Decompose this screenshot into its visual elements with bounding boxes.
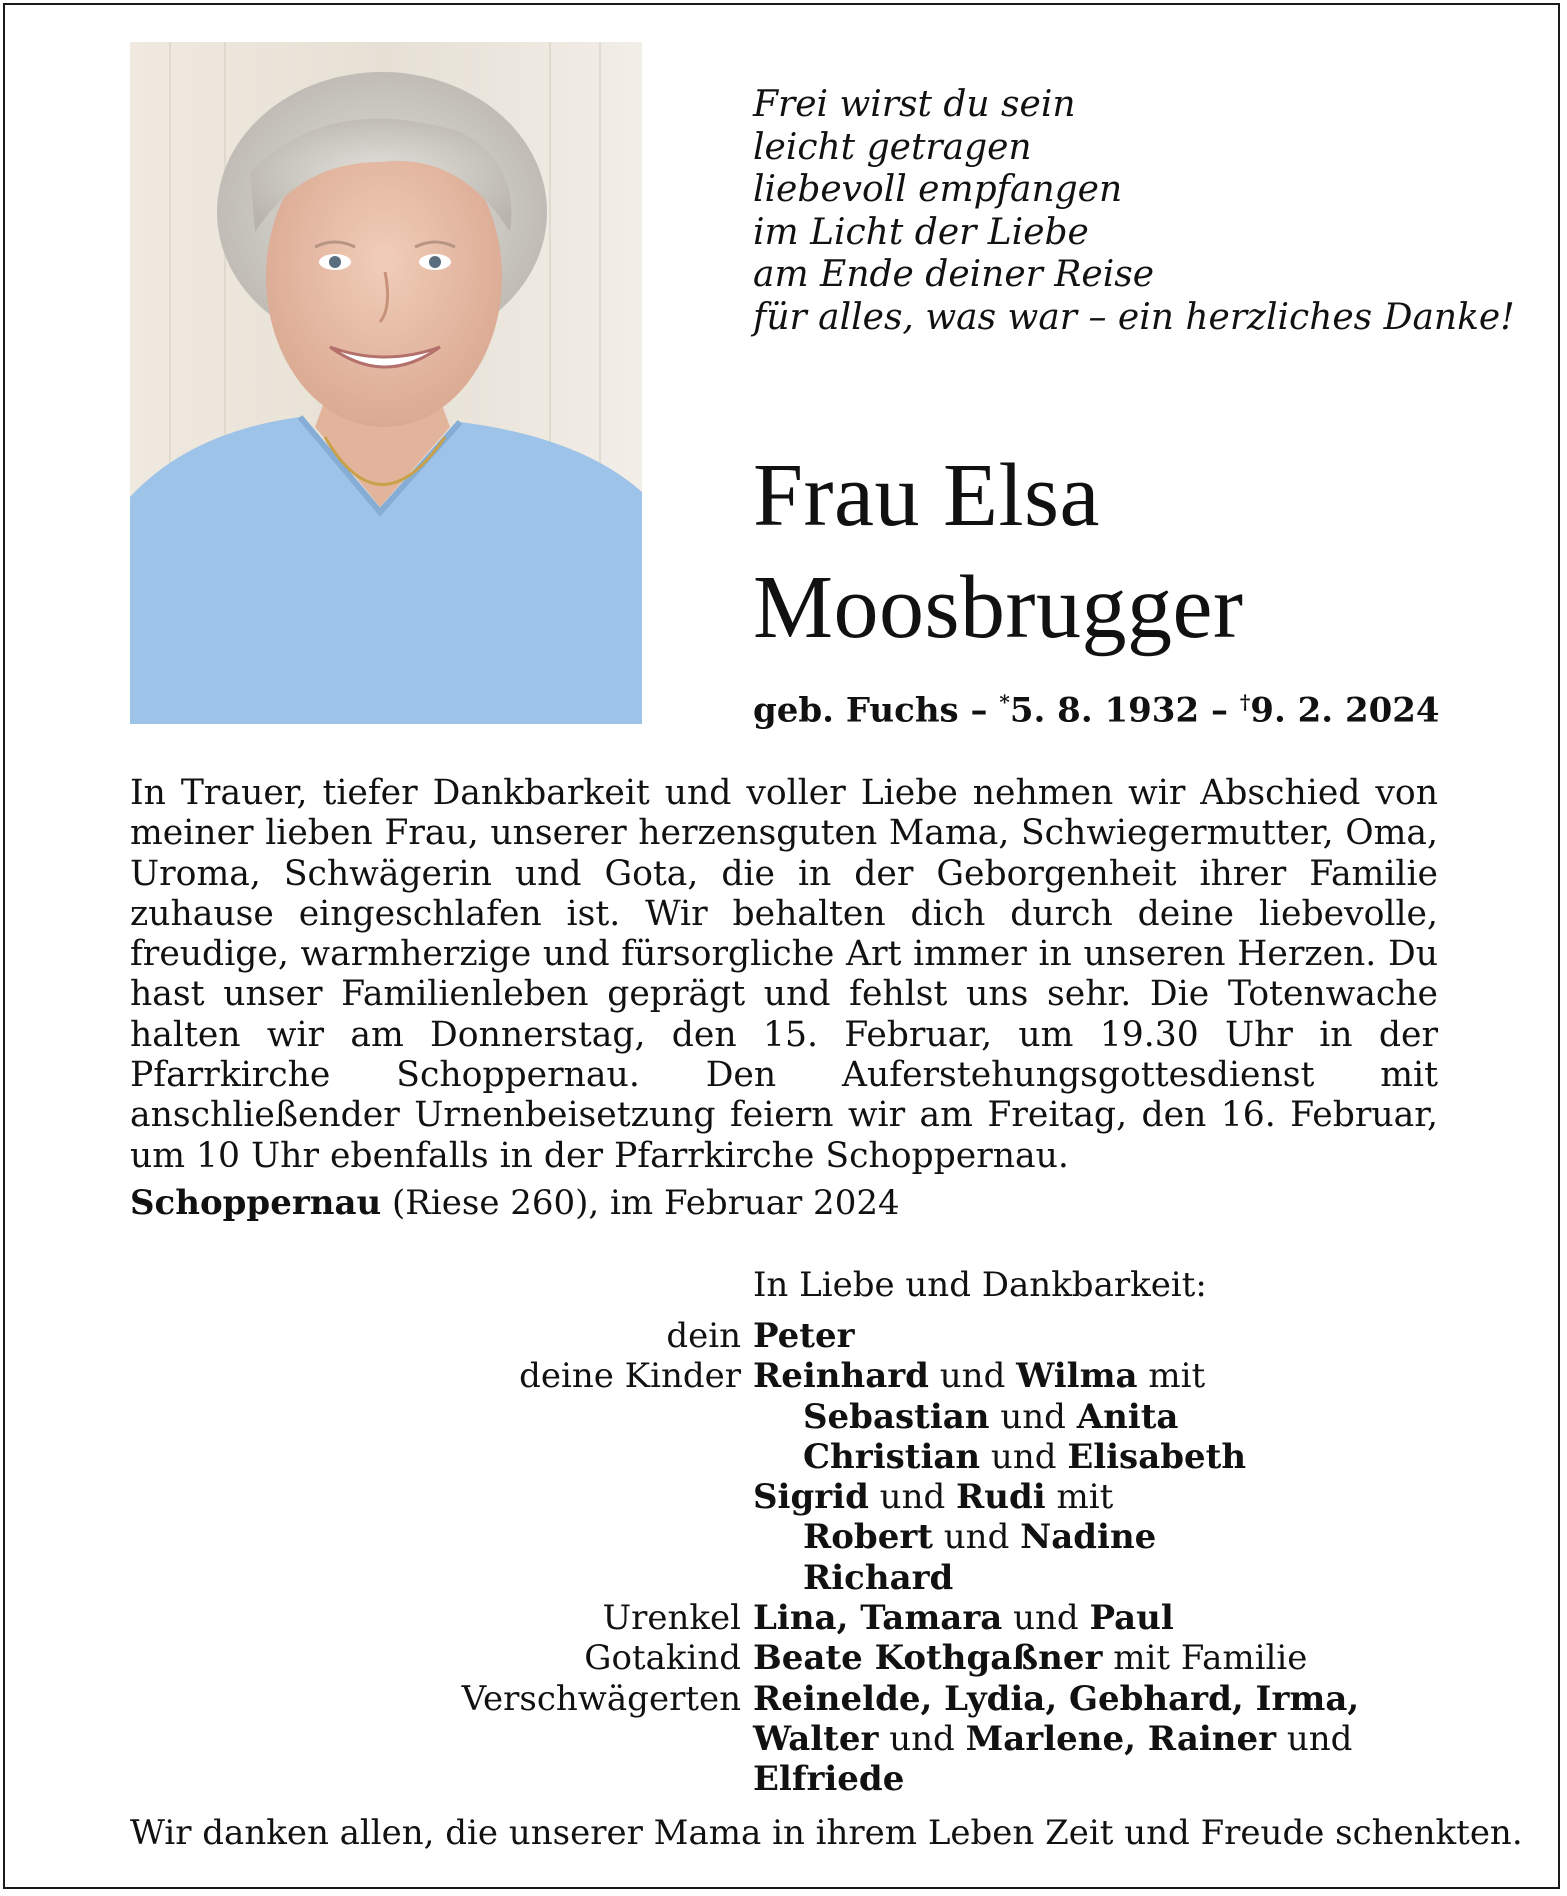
deceased-name	[753, 440, 1243, 664]
mourner-names	[753, 1477, 1113, 1517]
connector-text: mit	[1045, 1477, 1114, 1518]
relation-label	[0, 1477, 753, 1517]
connector-text: und	[932, 1517, 1021, 1558]
poem	[753, 84, 1515, 339]
mourner-name: Beate Kothgaßner	[753, 1638, 1103, 1679]
portrait-illustration	[130, 42, 642, 724]
poem-line: liebevoll empfangen	[753, 169, 1123, 210]
mourner-row	[0, 1517, 1567, 1557]
mourner-name: Anita	[1076, 1396, 1179, 1437]
mourner-row	[0, 1397, 1567, 1437]
maiden-name: geb. Fuchs –	[753, 690, 988, 731]
mourner-names	[753, 1356, 1205, 1396]
connector-text: mit Familie	[1102, 1638, 1308, 1679]
mourner-name: Walter	[753, 1718, 879, 1759]
relation-label	[0, 1558, 753, 1598]
relation-label	[0, 1517, 753, 1557]
connector-text: mit	[1137, 1356, 1206, 1397]
mourner-name: Marlene, Rainer	[965, 1718, 1277, 1759]
name-line-2: Moosbrugger	[753, 558, 1244, 657]
mourner-names	[753, 1437, 1246, 1477]
mourner-name: Christian	[803, 1436, 981, 1477]
mourner-name: Elfriede	[753, 1759, 905, 1800]
mourner-row	[0, 1356, 1567, 1396]
relation-label: Verschwägerten	[461, 1678, 741, 1719]
mourner-name: Richard	[803, 1557, 954, 1598]
connector-text: und	[928, 1356, 1017, 1397]
relation-label	[0, 1759, 753, 1799]
relation-label	[0, 1437, 753, 1477]
portrait-photo	[130, 42, 642, 724]
mourner-name: Nadine	[1020, 1517, 1157, 1558]
mourner-names	[753, 1638, 1307, 1678]
mourner-name: Reinelde, Lydia, Gebhard, Irma,	[753, 1678, 1360, 1719]
signatures-heading: In Liebe und Dankbarkeit:	[753, 1265, 1207, 1305]
relation-label: Gotakind	[584, 1638, 741, 1679]
birth-date: 5. 8. 1932 –	[1009, 690, 1228, 731]
relation-label: Urenkel	[602, 1598, 741, 1639]
mourner-names	[753, 1316, 855, 1356]
mourner-row	[0, 1316, 1567, 1356]
mourner-name: Elisabeth	[1067, 1436, 1247, 1477]
connector-text: und	[1002, 1598, 1090, 1639]
mourner-row	[0, 1638, 1567, 1678]
connector-text: und	[980, 1436, 1068, 1477]
relation-label	[0, 1397, 753, 1437]
life-dates	[753, 690, 1440, 730]
relation-label: dein	[666, 1316, 741, 1356]
poem-line: leicht getragen	[753, 126, 1032, 168]
closing-thanks: Wir danken allen, die unserer Mama in ihrem Leben Zeit und Freude schenkten.	[130, 1813, 1523, 1853]
birth-symbol: *	[999, 690, 1010, 714]
mourner-row	[0, 1598, 1567, 1638]
mourner-row	[0, 1759, 1567, 1799]
mourner-name: Paul	[1089, 1598, 1174, 1639]
mourner-names	[753, 1759, 904, 1799]
mourner-row	[0, 1477, 1567, 1517]
mourner-row	[0, 1558, 1567, 1598]
death-date: 9. 2. 2024	[1250, 690, 1440, 731]
mourner-row	[0, 1437, 1567, 1477]
mourner-name: Robert	[803, 1517, 933, 1558]
mourner-names	[753, 1719, 1352, 1759]
place-rest: (Riese 260), im Februar 2024	[381, 1183, 900, 1223]
mourners-list	[0, 1316, 1567, 1800]
poem-line: Frei wirst du sein	[753, 84, 1076, 125]
mourner-row	[0, 1719, 1567, 1759]
obituary-text: In Trauer, tiefer Dankbarkeit und voller Liebe nehmen wir Abschied von meiner lieben Frau, unserer herzensguten Mama, Schwiegermutter, Oma, Uroma, Schwägerin und Gota, die in der Geborgenheit ihrer Familie zuhause eingeschlafen ist. Wir behalten dich durch deine liebevolle, freudige, warmherzige und fürsorgliche Art immer in unseren Herzen. Du hast unser Familienleben geprägt und fehlst uns sehr. Die Totenwache halten wir am Donnerstag, den 15. Februar, um 19.30 Uhr in der Pfarrkirche Schoppernau. Den Auferstehungsgottesdienst mit anschließender Urnenbeisetzung feiern wir am Freitag, den 16. Februar, um 10 Uhr ebenfalls in der Pfarrkirche Schoppernau.	[130, 773, 1438, 1176]
place-date	[130, 1183, 900, 1223]
name-line-1: Frau Elsa	[753, 446, 1100, 545]
mourner-row	[0, 1679, 1567, 1719]
mourner-name: Sebastian	[803, 1396, 990, 1437]
poem-line: im Licht der Liebe	[753, 211, 1089, 253]
mourner-name: Peter	[753, 1316, 855, 1356]
relation-label: deine Kinder	[519, 1356, 741, 1397]
mourner-name: Rudi	[956, 1477, 1046, 1518]
connector-text: und	[868, 1477, 957, 1518]
poem-line: für alles, was war – ein herzliches Danke!	[753, 296, 1515, 338]
death-symbol: †	[1239, 690, 1251, 714]
poem-line: am Ende deiner Reise	[753, 254, 1155, 295]
mourner-name: Sigrid	[753, 1477, 869, 1518]
connector-text: und	[878, 1718, 966, 1759]
mourner-names	[753, 1397, 1178, 1437]
mourner-name: Wilma	[1016, 1356, 1138, 1397]
relation-label	[0, 1719, 753, 1759]
connector-text: und	[989, 1396, 1077, 1437]
mourner-names	[753, 1598, 1174, 1638]
place-name: Schoppernau	[130, 1183, 382, 1223]
mourner-names	[753, 1517, 1156, 1557]
mourner-names	[753, 1679, 1359, 1719]
connector-text: und	[1276, 1718, 1353, 1759]
mourner-name: Lina, Tamara	[753, 1598, 1003, 1639]
mourner-name: Reinhard	[753, 1356, 929, 1397]
mourner-names	[753, 1558, 953, 1598]
